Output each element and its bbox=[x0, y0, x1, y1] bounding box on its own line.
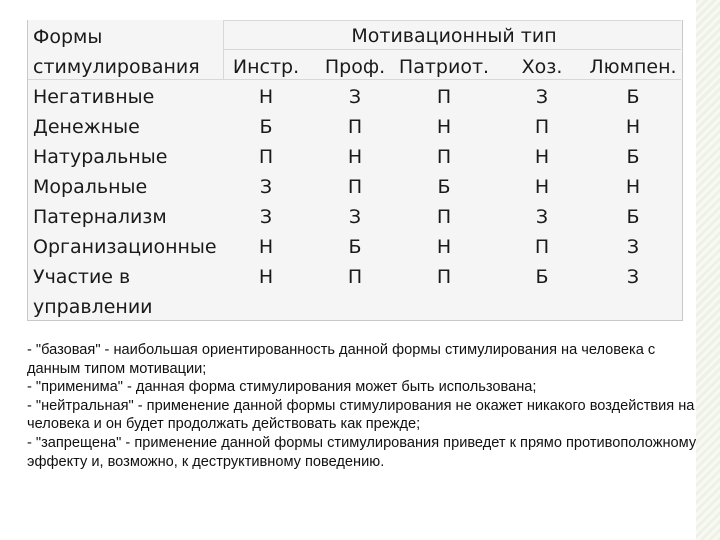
column-header-patriot: Патриот. bbox=[398, 56, 490, 78]
table-cell: Н bbox=[258, 236, 274, 258]
row-label: Денежные bbox=[33, 116, 140, 138]
table-cell: З bbox=[348, 86, 362, 108]
row-label: Негативные bbox=[33, 86, 155, 108]
table-cell: Б bbox=[535, 266, 549, 288]
table-cell: Н bbox=[347, 146, 363, 168]
row-label: Организационные bbox=[33, 236, 217, 258]
table-cell: З bbox=[535, 86, 549, 108]
table-cell: Б bbox=[626, 86, 640, 108]
table-cell: Н bbox=[436, 116, 452, 138]
table-cell: Н bbox=[625, 116, 641, 138]
row-label: Патернализм bbox=[33, 206, 167, 228]
note-base: - "базовая" - наибольшая ориентированность данной формы стимулирования на человека с данным типом мотивации; bbox=[27, 342, 656, 377]
table-cell: Б bbox=[626, 146, 640, 168]
motivation-table bbox=[27, 20, 683, 321]
table-cell: П bbox=[436, 86, 452, 108]
column-header-prof: Проф. bbox=[324, 56, 386, 78]
table-cell: З bbox=[259, 176, 273, 198]
table-cell: Н bbox=[625, 176, 641, 198]
table-cell: П bbox=[347, 266, 363, 288]
table-cell: П bbox=[258, 146, 274, 168]
column-header-instr: Инстр. bbox=[232, 56, 300, 78]
table-cell: З bbox=[626, 266, 640, 288]
table-cell: Б bbox=[626, 206, 640, 228]
table-cell: Н bbox=[258, 266, 274, 288]
table-grid-line bbox=[223, 20, 224, 79]
table-cell: П bbox=[436, 266, 452, 288]
table-cell: Н bbox=[436, 236, 452, 258]
table-cell: П bbox=[436, 146, 452, 168]
table-cell: З bbox=[626, 236, 640, 258]
table-cell: П bbox=[436, 206, 452, 228]
table-cell: З bbox=[535, 206, 549, 228]
note-neutral: - "нейтральная" - применение данной формы стимулирования не окажет никакого воздействия на человека и он будет продолжать действовать как прежде; bbox=[27, 397, 695, 433]
corner-header-line1: Формы bbox=[33, 26, 103, 48]
table-cell: Б bbox=[348, 236, 362, 258]
table-cell: Б bbox=[259, 116, 273, 138]
table-cell: Н bbox=[258, 86, 274, 108]
note-applicable: - "применима" - данная форма стимулирования может быть использована; bbox=[27, 379, 537, 396]
row-label-continued: управлении bbox=[33, 296, 153, 318]
table-cell: П bbox=[534, 116, 550, 138]
column-header-lumpen: Люмпен. bbox=[589, 56, 677, 78]
decorative-side-strip bbox=[696, 0, 720, 540]
note-forbidden: - "запрещена" - применение данной формы стимулирования приведет к прямо противоположному эффекту и, возможно, к деструктивному поведению. bbox=[27, 434, 697, 470]
column-header-khoz: Хоз. bbox=[521, 56, 563, 78]
legend-notes bbox=[27, 341, 697, 471]
corner-header-line2: стимулирования bbox=[33, 56, 200, 78]
table-cell: З bbox=[348, 206, 362, 228]
table-cell: З bbox=[259, 206, 273, 228]
table-cell: П bbox=[347, 176, 363, 198]
group-header: Мотивационный тип bbox=[351, 25, 557, 47]
table-cell: П bbox=[534, 236, 550, 258]
table-cell: П bbox=[347, 116, 363, 138]
row-label: Участие в bbox=[33, 266, 131, 288]
row-label: Моральные bbox=[33, 176, 148, 198]
table-cell: Н bbox=[534, 176, 550, 198]
table-cell: Б bbox=[437, 176, 451, 198]
table-cell: Н bbox=[534, 146, 550, 168]
row-label: Натуральные bbox=[33, 146, 168, 168]
